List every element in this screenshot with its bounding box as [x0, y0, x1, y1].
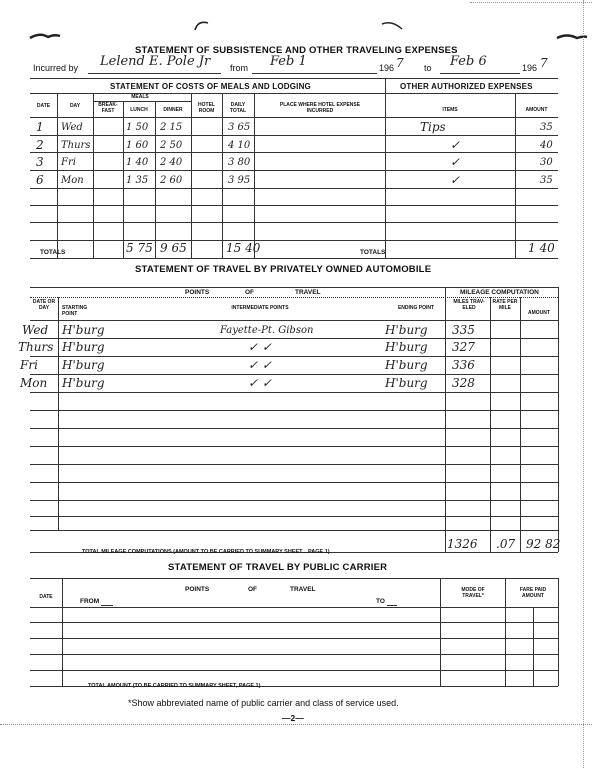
- auto-row-start: H'burg: [62, 376, 105, 390]
- auto-col-date: DATE OR DAY: [32, 299, 56, 311]
- row-amount: 30: [540, 157, 553, 168]
- row-daily-total: 3 95: [228, 175, 251, 186]
- auto-row-miles: 328: [452, 376, 475, 390]
- from-date-value: Feb 1: [270, 54, 307, 69]
- auto-row-start: H'burg: [62, 358, 105, 372]
- row-date: 6: [36, 173, 44, 187]
- row-day: Mon: [61, 175, 84, 186]
- punch-mark-icon: [380, 20, 404, 32]
- auto-row-day: Wed: [22, 323, 49, 337]
- auto-row-intermediate: Fayette-Pt. Gibson: [220, 325, 314, 336]
- other-expenses-title: OTHER AUTHORIZED EXPENSES: [400, 82, 533, 91]
- col-items: ITEMS: [442, 107, 458, 113]
- year-to-prefix: 196: [522, 63, 538, 73]
- auto-section-title: STATEMENT OF TRAVEL BY PRIVATELY OWNED AUTOMOBILE: [135, 264, 432, 275]
- total-lunch: 5 75: [126, 241, 153, 255]
- auto-points-label: POINTS: [185, 289, 210, 296]
- incurred-by-value: Lelend E. Pole Jr: [100, 54, 211, 69]
- row-day: Fri: [61, 157, 76, 168]
- row-dinner: 2 50: [160, 140, 183, 151]
- auto-col-rate: RATE PER MILE: [492, 299, 518, 311]
- row-item: ✓: [450, 155, 461, 169]
- to-date-value: Feb 6: [450, 54, 487, 69]
- year-from-prefix: 196: [379, 63, 395, 73]
- auto-col-ending: ENDING POINT: [397, 305, 435, 311]
- auto-travel-label: TRAVEL: [295, 289, 321, 296]
- col-amount: AMOUNT: [525, 107, 548, 113]
- row-amount: 35: [540, 175, 553, 186]
- auto-row-intermediate: ✓ ✓: [248, 358, 272, 372]
- other-totals-label: TOTALS: [360, 249, 386, 256]
- row-lunch: 1 35: [126, 175, 149, 186]
- footnote: *Show abbreviated name of public carrier and class of service used.: [128, 698, 399, 708]
- col-daily-total: DAILY TOTAL: [229, 102, 247, 114]
- auto-row-day: Mon: [20, 376, 48, 390]
- total-miles: 1326: [447, 537, 478, 551]
- auto-col-starting: STARTING POINT: [62, 305, 88, 317]
- public-col-fare: FARE PAID AMOUNT: [519, 587, 547, 599]
- total-auto-amount: 92 82: [526, 537, 561, 551]
- total-mileage-label: TOTAL MILEAGE COMPUTATIONS (AMOUNT TO BE CARRIED TO SUMMARY SHEET....PAGE 1): [82, 549, 330, 555]
- row-item: ✓: [450, 173, 461, 187]
- auto-row-end: H'burg: [385, 358, 428, 372]
- total-daily: 15 40: [226, 241, 261, 255]
- public-from-label: FROM: [80, 598, 100, 605]
- auto-row-miles: 335: [452, 323, 475, 337]
- auto-row-end: H'burg: [385, 340, 428, 354]
- mileage-computation-label: MILEAGE COMPUTATION: [460, 289, 539, 296]
- row-day: Thurs: [61, 140, 91, 151]
- punch-mark-icon: [192, 18, 212, 32]
- row-dinner: 2 60: [160, 175, 183, 186]
- total-rate: .07: [496, 537, 516, 551]
- auto-col-intermediate: INTERMEDIATE POINTS: [231, 305, 289, 311]
- auto-of-label: OF: [245, 289, 255, 296]
- meals-section-title: STATEMENT OF COSTS OF MEALS AND LODGING: [110, 82, 311, 91]
- page-number: —2—: [282, 713, 304, 723]
- row-lunch: 1 40: [126, 157, 149, 168]
- row-daily-total: 3 65: [228, 122, 251, 133]
- row-dinner: 2 15: [160, 122, 183, 133]
- public-total-label: TOTAL AMOUNT (TO BE CARRIED TO SUMMARY SHEET, PAGE 1): [88, 683, 261, 689]
- public-col-date: DATE: [39, 594, 53, 600]
- row-date: 2: [36, 138, 44, 152]
- public-points-label: POINTS: [185, 586, 210, 593]
- row-item: Tips: [420, 120, 446, 134]
- row-day: Wed: [61, 122, 83, 133]
- public-section-title: STATEMENT OF TRAVEL BY PUBLIC CARRIER: [168, 562, 388, 573]
- row-date: 1: [36, 120, 44, 134]
- public-of-label: OF: [248, 586, 258, 593]
- other-total-amount: 1 40: [528, 241, 555, 255]
- col-breakfast: BREAK-FAST: [98, 102, 118, 114]
- auto-row-intermediate: ✓ ✓: [248, 340, 272, 354]
- auto-row-miles: 327: [452, 340, 475, 354]
- col-lunch: LUNCH: [130, 107, 148, 113]
- row-dinner: 2 40: [160, 157, 183, 168]
- incurred-by-label: Incurred by: [33, 63, 79, 73]
- col-day: DAY: [69, 103, 81, 109]
- auto-row-miles: 336: [452, 358, 475, 372]
- auto-row-end: H'burg: [385, 376, 428, 390]
- row-lunch: 1 50: [126, 122, 149, 133]
- auto-row-start: H'burg: [62, 323, 105, 337]
- public-travel-label: TRAVEL: [290, 586, 316, 593]
- auto-row-intermediate: ✓ ✓: [248, 376, 272, 390]
- punch-mark-icon: [28, 28, 62, 44]
- total-dinner: 9 65: [160, 241, 187, 255]
- row-item: ✓: [450, 138, 461, 152]
- auto-row-end: H'burg: [385, 323, 428, 337]
- form-title: STATEMENT OF SUBSISTENCE AND OTHER TRAVELING EXPENSES: [135, 45, 458, 56]
- col-hotel-room: HOTEL ROOM: [198, 102, 215, 114]
- col-date: DATE: [36, 103, 51, 109]
- row-amount: 35: [540, 122, 553, 133]
- public-col-mode: MODE OF TRAVEL*: [461, 587, 485, 599]
- public-to-label: TO: [376, 598, 385, 605]
- col-dinner: DINNER: [163, 107, 183, 113]
- col-place: PLACE WHERE HOTEL EXPENSE INCURRED: [279, 102, 361, 114]
- year-to-value: 7: [540, 56, 548, 70]
- auto-row-day: Fri: [20, 358, 38, 372]
- to-label: to: [424, 63, 432, 73]
- year-from-value: 7: [396, 56, 404, 70]
- meals-group-header: MEALS: [131, 94, 149, 100]
- row-daily-total: 3 80: [228, 157, 251, 168]
- auto-row-start: H'burg: [62, 340, 105, 354]
- meals-totals-label: TOTALS: [40, 249, 66, 256]
- row-date: 3: [36, 155, 44, 169]
- auto-row-day: Thurs: [18, 340, 54, 354]
- row-daily-total: 4 10: [228, 140, 251, 151]
- row-amount: 40: [540, 140, 553, 151]
- auto-col-amount: AMOUNT: [528, 310, 550, 316]
- row-lunch: 1 60: [126, 140, 149, 151]
- from-label: from: [230, 63, 248, 73]
- auto-col-miles: MILES TRAV-ELED: [453, 299, 485, 311]
